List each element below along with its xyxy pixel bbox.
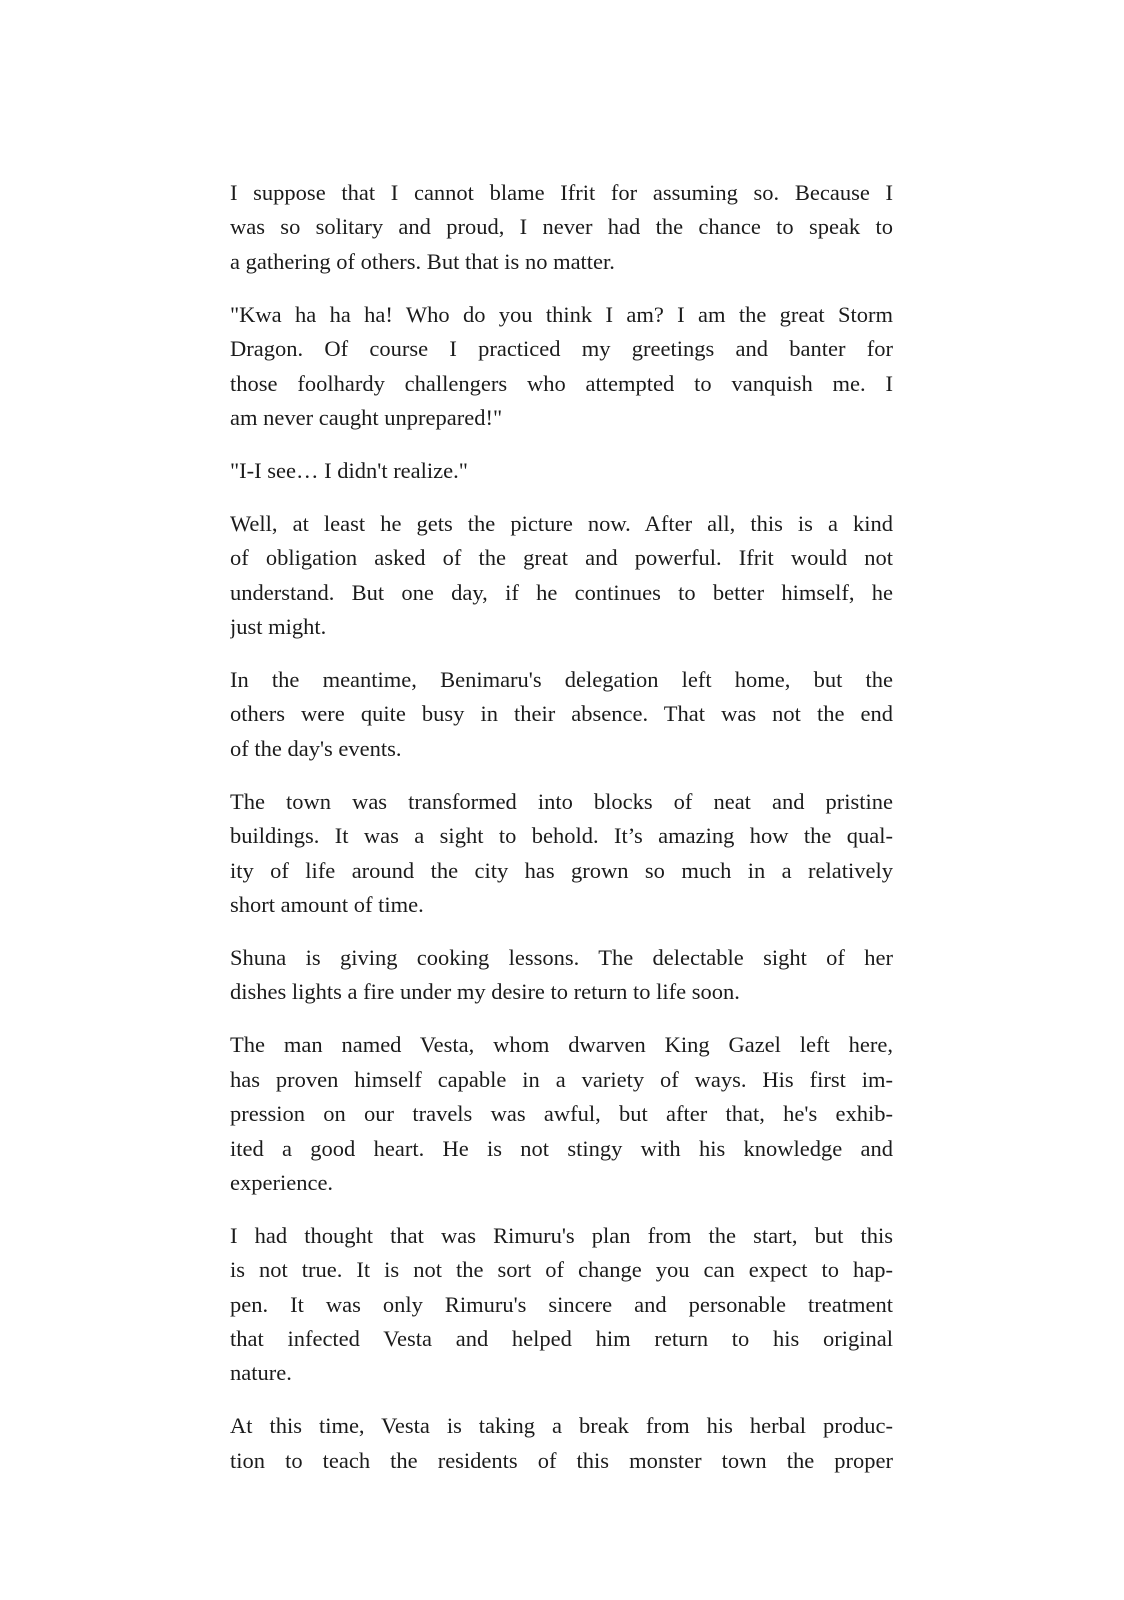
paragraph xyxy=(230,176,893,279)
text-line: that infected Vesta and helped him return to his original xyxy=(230,1326,893,1352)
text-line: pression on our travels was awful, but after that, he's exhib- xyxy=(230,1101,893,1127)
text-line: "I-I see… I didn't realize." xyxy=(230,457,468,483)
text-line: just might. xyxy=(230,614,327,640)
text-line: is not true. It is not the sort of change you can expect to hap- xyxy=(230,1257,893,1283)
paragraph xyxy=(230,1028,893,1200)
text-line: ity of life around the city has grown so much in a relatively xyxy=(230,857,893,883)
text-line: dishes lights a fire under my desire to return to life soon. xyxy=(230,979,740,1005)
text-line: In the meantime, Benimaru's delegation left home, but the xyxy=(230,667,893,693)
text-line: "Kwa ha ha ha! Who do you think I am? I am the great Storm xyxy=(230,301,893,327)
text-line: am never caught unprepared!" xyxy=(230,404,503,430)
text-line: others were quite busy in their absence. That was not the end xyxy=(230,701,893,727)
text-line: understand. But one day, if he continues to better himself, he xyxy=(230,579,893,605)
text-line: tion to teach the residents of this monster town the proper xyxy=(230,1447,893,1473)
text-line: those foolhardy challengers who attempted to vanquish me. I xyxy=(230,370,893,396)
text-line: a gathering of others. But that is no matter. xyxy=(230,248,615,274)
text-line: Well, at least he gets the picture now. After all, this is a kind xyxy=(230,510,893,536)
text-line: pen. It was only Rimuru's sincere and personable treatment xyxy=(230,1291,893,1317)
page-text xyxy=(230,176,893,1497)
text-line: The man named Vesta, whom dwarven King Gazel left here, xyxy=(230,1032,893,1058)
paragraph xyxy=(230,785,893,923)
paragraph xyxy=(230,454,893,488)
text-line: ited a good heart. He is not stingy with his knowledge and xyxy=(230,1135,893,1161)
paragraph xyxy=(230,941,893,1010)
text-line: experience. xyxy=(230,1169,334,1195)
text-line: Shuna is giving cooking lessons. The delectable sight of her xyxy=(230,944,893,970)
paragraph xyxy=(230,507,893,645)
text-line: of the day's events. xyxy=(230,735,402,761)
text-line: At this time, Vesta is taking a break from his herbal produc- xyxy=(230,1413,893,1439)
text-line: buildings. It was a sight to behold. It’s amazing how the qual- xyxy=(230,823,893,849)
text-line: has proven himself capable in a variety of ways. His first im- xyxy=(230,1066,893,1092)
text-line: Dragon. Of course I practiced my greetings and banter for xyxy=(230,336,893,362)
paragraph xyxy=(230,1219,893,1391)
text-line: was so solitary and proud, I never had the chance to speak to xyxy=(230,214,893,240)
text-line: I suppose that I cannot blame Ifrit for assuming so. Because I xyxy=(230,180,893,205)
text-line: I had thought that was Rimuru's plan from the start, but this xyxy=(230,1222,893,1248)
paragraph xyxy=(230,663,893,766)
paragraph xyxy=(230,298,893,436)
text-line: of obligation asked of the great and powerful. Ifrit would not xyxy=(230,545,893,571)
text-line: The town was transformed into blocks of neat and pristine xyxy=(230,788,893,814)
text-line: nature. xyxy=(230,1360,292,1386)
paragraph xyxy=(230,1409,893,1478)
text-line: short amount of time. xyxy=(230,892,424,917)
